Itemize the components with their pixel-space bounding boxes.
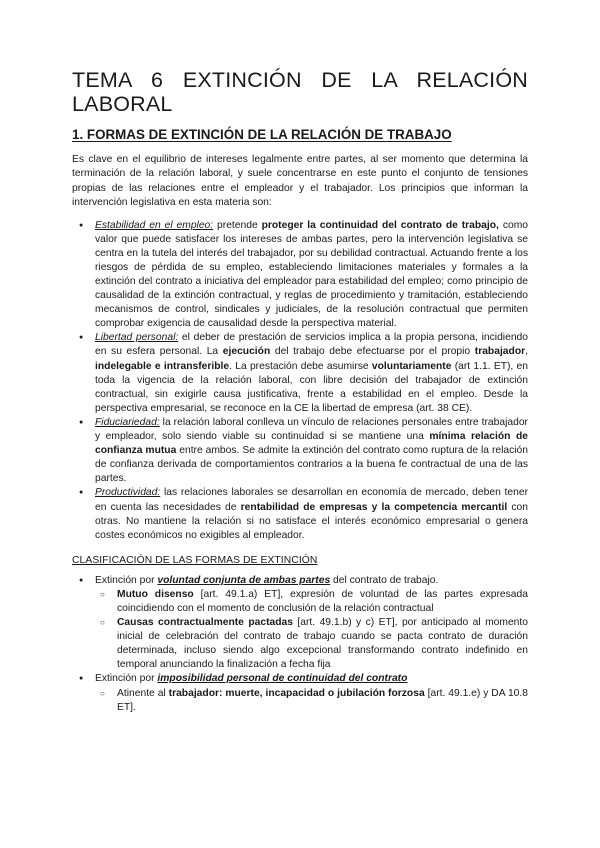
list-item [72,219,528,332]
text: Atinente al [117,687,169,699]
principle-term: Estabilidad en el empleo: [95,219,214,231]
section-heading: 1. FORMAS DE EXTINCIÓN DE LA RELACIÓN DE TRABAJO [72,127,452,142]
sub-list [95,687,528,715]
text: (art 1.1. ET), en toda la vigencia de la relación laboral, con libre decisión del trabajador de extinción contractual, sin exigirle causa justificativa, frente a estabilidad en el empleo. Desde la perspectiva empresarial, se reconoce en la CE la libertad de empresa (art. 38 CE). [95,360,528,414]
text: con otras. No mantiene la relación si no satisface el interés económico empresarial o genera costes económicos no exigibles al empleador. [95,501,528,541]
principle-term: Productividad: [95,487,161,499]
text: las relaciones laborales se desarrollan en economía de mercado, deben tener en cuenta las necesidades de [95,487,528,513]
text: del contrato de trabajo. [330,574,439,586]
emphasis: proteger la continuidad del contrato de trabajo, [261,219,499,231]
text: Extinción por [95,673,158,685]
text: pretende [213,219,262,231]
list-item [72,486,528,542]
emphasis: voluntariamente [371,360,452,372]
list-item [72,672,528,714]
emphasis: Causas contractualmente pactadas [117,617,293,629]
emphasis: mínima relación de confianza mutua [95,431,528,457]
principle-term: Fiduciariedad: [95,416,160,428]
list-item [72,416,528,486]
text: entre ambos. Se admite la extinción del contrato como ruptura de la relación de confianza derivada de comportamientos contrarios a la buena fe contractual de una de las partes. [95,445,528,485]
sub-list-item [95,588,528,616]
document-page [72,68,528,715]
text: Extinción por [95,574,158,586]
text: [art. 49.1.a) ET], expresión de voluntad de las partes expresada coincidiendo con el momento de conclusión de la relación contractual [117,588,528,614]
emphasis: imposibilidad personal de continuidad del contrato [157,673,408,685]
sub-list-item [95,687,528,715]
sub-list [95,588,528,673]
emphasis: indelegable e intransferible [95,360,230,372]
classification-list [72,574,528,715]
text: como valor que puede satisfacer los intereses de ambas partes, pero la intervención legislativa se centra en la tutela del interés del trabajador, por su debilidad contractual. Actuando frente a los riesgos de pérdida de su empleo, estableciendo limitaciones materiales y formales a la extinción del contrato a iniciativa del empleador para estabilidad del empleo; como principio de causalidad de la extinción contractual, y reglas de procedimiento y tramitación, estableciendo mecanismos de control, sindicales y judiciales, de la resolución contractual que permiten comprobar exigencia de causalidad desde la perspectiva material. [95,219,528,330]
emphasis: rentabilidad de empresas y la competencia mercantil [240,501,508,513]
emphasis: trabajador: muerte, incapacidad o jubilación forzosa [168,687,425,699]
sub-list-item [95,616,528,672]
page-title: TEMA 6 EXTINCIÓN DE LA RELACIÓN LABORAL [72,68,528,116]
emphasis: trabajador [474,346,526,358]
emphasis: ejecución [222,346,271,358]
list-item [72,574,528,673]
principle-term: Libertad personal: [95,332,179,344]
text: [art. 49.1.b) y c) ET], por anticipado al momento inicial de celebración del contrato de trabajo cuando se pacta contrato de duración determinada, incluso siendo algo excepcional transformando contrato indefinido en temporal anunciando la finalización a fecha fija [117,617,528,671]
text: . La prestación debe asumirse [229,360,372,372]
text: el deber de prestación de servicios implica a la propia persona, incidiendo en su esfera personal. La [95,332,528,358]
intro-paragraph: Es clave en el equilibrio de intereses legalmente entre partes, al ser momento que determina la terminación de la relación laboral, y suele concentrarse en este punto el conjunto de tensiones propias de las relaciones entre el empleador y el trabajador. Los principios que informan la intervención legislativa en esta materia son: [72,154,528,209]
text: del trabajo debe efectuarse por el propio [270,346,475,358]
text: , [525,346,528,358]
text: [art. 49.1.e) y DA 10.8 ET]. [117,687,528,713]
emphasis: voluntad conjunta de ambas partes [157,574,331,586]
emphasis: Mutuo disenso [117,588,194,600]
text: la relación laboral conlleva un vínculo de relaciones personales entre trabajador y empleador, solo siendo viable su continuidad si se mantiene una [95,416,528,443]
list-item [72,331,528,416]
classification-heading: CLASIFICACIÓN DE LAS FORMAS DE EXTINCIÓN [72,554,318,566]
principles-list [72,219,528,543]
